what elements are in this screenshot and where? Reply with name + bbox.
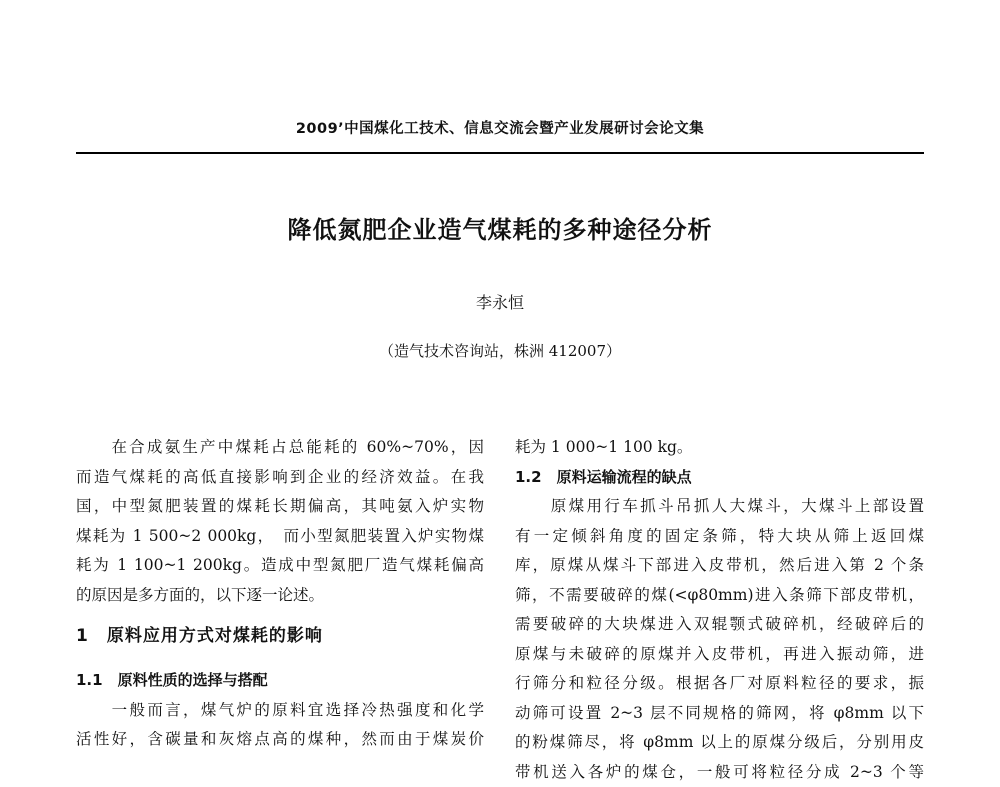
section-1-2-line: 需要破碎的大块煤进入双辊颚式破碎机，经破碎后的: [515, 610, 924, 640]
section-1-2-line: 有一定倾斜角度的固定条筛，特大块从筛上返回煤: [515, 522, 924, 552]
section-1-2-line: 原煤与未破碎的原煤并入皮带机，再进入振动筛，进: [515, 640, 924, 670]
intro-line: 煤耗为 1 500~2 000kg， 而小型氮肥装置入炉实物煤: [76, 522, 484, 552]
section-1-1-heading: 1.1 原料性质的选择与搭配: [76, 666, 484, 696]
intro-line: 国，中型氮肥装置的煤耗长期偏高，其吨氨入炉实物: [76, 492, 484, 522]
left-column: [76, 433, 484, 755]
intro-line: 在合成氨生产中煤耗占总能耗的 60%~70%，因: [76, 433, 484, 463]
right-column: [515, 433, 924, 787]
author-name: 李永恒: [0, 290, 1000, 313]
header-rule: [76, 152, 924, 154]
section-1-2-line: 筛，不需要破碎的煤(<φ80mm)进入条筛下部皮带机，: [515, 581, 924, 611]
paper-title: 降低氮肥企业造气煤耗的多种途径分析: [0, 210, 1000, 245]
section-1-2-line: 行筛分和粒径分级。根据各厂对原料粒径的要求，振: [515, 669, 924, 699]
author-affiliation: （造气技术咨询站，株洲 412007）: [0, 340, 1000, 361]
continuation-line: 耗为 1 000~1 100 kg。: [515, 433, 924, 463]
proceedings-header: 2009’中国煤化工技术、信息交流会暨产业发展研讨会论文集: [0, 117, 1000, 138]
section-1-1-line: 一般而言，煤气炉的原料宜选择冷热强度和化学: [76, 696, 484, 726]
intro-line: 的原因是多方面的，以下逐一论述。: [76, 581, 484, 611]
section-1-2-line: 原煤用行车抓斗吊抓人大煤斗，大煤斗上部设置: [515, 492, 924, 522]
section-1-2-heading: 1.2 原料运输流程的缺点: [515, 463, 924, 493]
intro-line: 耗为 1 100~1 200kg。造成中型氮肥厂造气煤耗偏高: [76, 551, 484, 581]
section-1-heading: 1 原料应用方式对煤耗的影响: [76, 618, 484, 654]
section-1-2-line: 动筛可设置 2~3 层不同规格的筛网，将 φ8mm 以下: [515, 699, 924, 729]
section-1-2-line: 库，原煤从煤斗下部进入皮带机，然后进入第 2 个条: [515, 551, 924, 581]
section-1-2-line: 带机送入各炉的煤仓，一般可将粒径分成 2~3 个等: [515, 758, 924, 787]
intro-line: 而造气煤耗的高低直接影响到企业的经济效益。在我: [76, 463, 484, 493]
section-1-1-line: 活性好，含碳量和灰熔点高的煤种，然而由于煤炭价: [76, 725, 484, 755]
section-1-2-line: 的粉煤筛尽，将 φ8mm 以上的原煤分级后，分别用皮: [515, 728, 924, 758]
